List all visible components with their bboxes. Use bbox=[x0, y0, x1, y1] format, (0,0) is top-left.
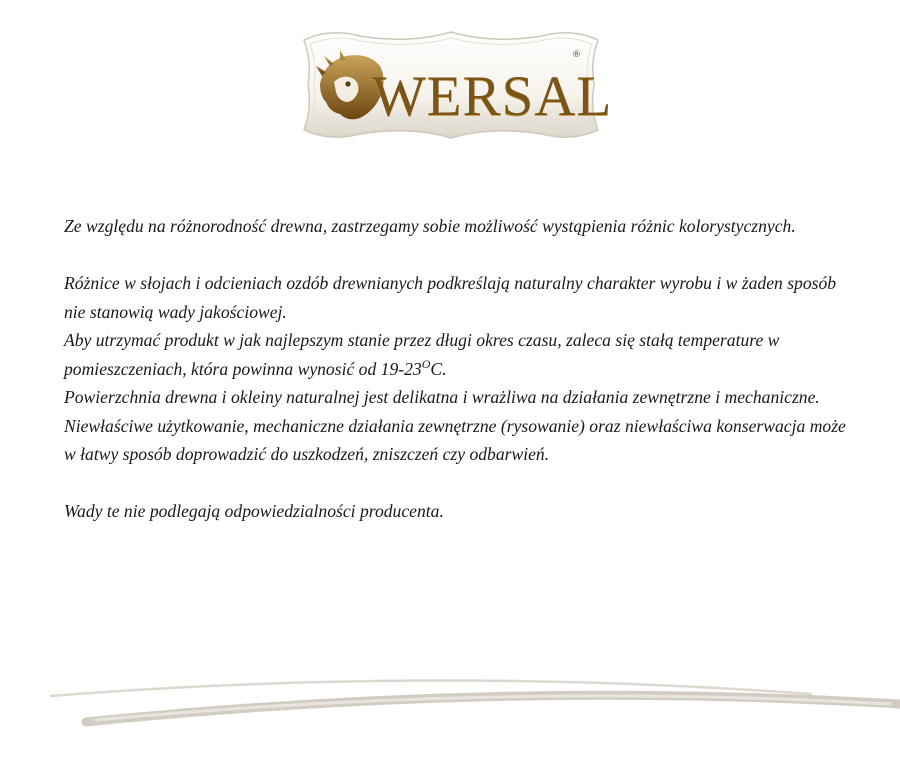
degree-mark: O bbox=[421, 356, 431, 371]
paragraph-liability: Wady te nie podlegają odpowiedzialności producenta. bbox=[64, 501, 444, 521]
paragraph-wood-variety: Ze względu na różnorodność drewna, zastrzegamy sobie możliwość wystąpienia różnic kolorystycznych. bbox=[64, 216, 796, 236]
decorative-swoosh bbox=[0, 660, 900, 761]
brand-logo bbox=[290, 22, 612, 148]
registered-mark: ® bbox=[572, 50, 581, 60]
paragraph-surface-care: Powierzchnia drewna i okleiny naturalnej jest delikatna i wrażliwa na działania zewnętrzne i mechaniczne. Niewłaściwe użytkowanie, mechaniczne działania zewnętrzne (rysowanie) oraz niewłaściwa konserwacja może w łatwy sposób doprowadzić do uszkodzeń, zniszczeń czy odbarwień. bbox=[64, 387, 846, 464]
paragraph-grain-differences: Różnice w słojach i odcieniach ozdób drewnianych podkreślają naturalny charakter wyrobu i w żaden sposób nie stanowią wady jakościowej. bbox=[64, 273, 837, 322]
paragraph-temperature: Aby utrzymać produkt w jak najlepszym stanie przez długi okres czasu, zaleca się stałą temperature w pomieszczeniach, która powinna wynosić od $19-23^OC$. bbox=[64, 330, 780, 379]
notice-text bbox=[64, 212, 854, 526]
brand-name: WERSAL bbox=[372, 65, 613, 128]
